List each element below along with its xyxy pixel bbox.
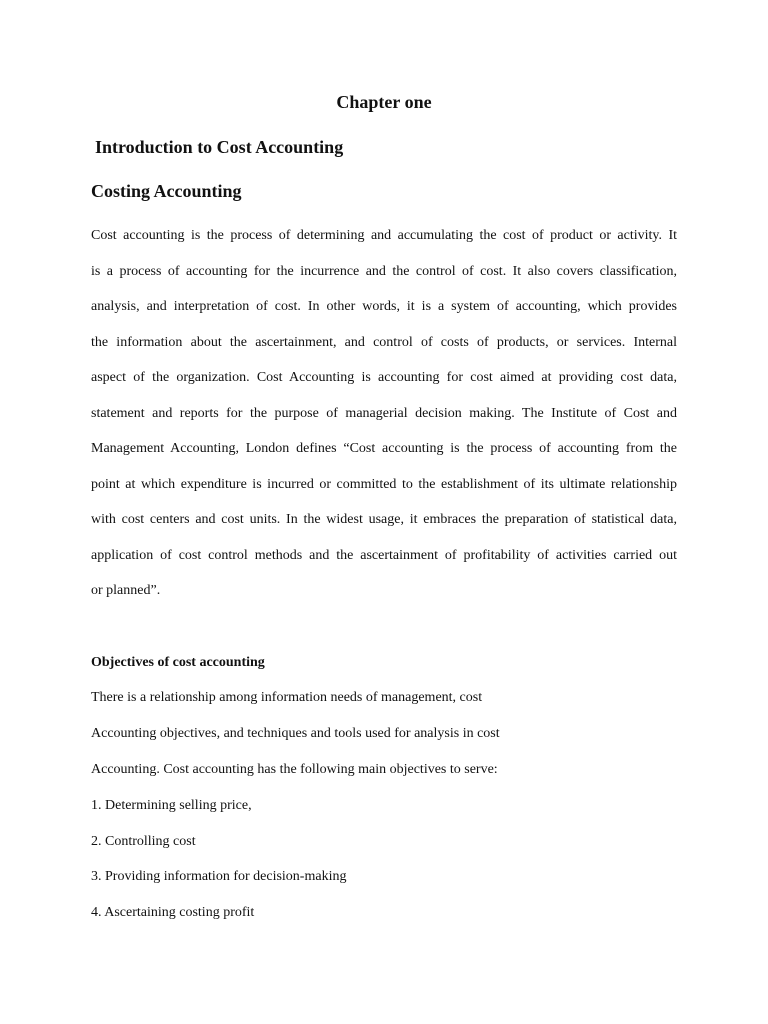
paragraph-line: with cost centers and cost units. In the widest usage, it embraces the preparation of statistical data, <box>91 512 677 527</box>
objective-list-item: 3. Providing information for decision-making <box>91 869 347 884</box>
subsection-title: Costing Accounting <box>91 181 242 201</box>
paragraph-line: aspect of the organization. Cost Accounting is accounting for cost aimed at providing cost data, <box>91 370 677 385</box>
paragraph-line: the information about the ascertainment, and control of costs of products, or services. Internal <box>91 334 677 350</box>
paragraph-line: point at which expenditure is incurred or committed to the establishment of its ultimate relationship <box>91 476 677 492</box>
objective-list-item: 4. Ascertaining costing profit <box>91 905 255 920</box>
paragraph-line: Cost accounting is the process of determining and accumulating the cost of product or activity. It <box>91 228 677 243</box>
paragraph-line: application of cost control methods and the ascertainment of profitability of activities carried out <box>91 547 677 563</box>
objective-list-item: 1. Determining selling price, <box>91 798 252 813</box>
paragraph-line: is a process of accounting for the incurrence and the control of cost. It also covers classification, <box>91 263 677 279</box>
paragraph-line: statement and reports for the purpose of managerial decision making. The Institute of Cost and <box>91 405 677 421</box>
section-title: Introduction to Cost Accounting <box>95 137 344 157</box>
objectives-heading: Objectives of cost accounting <box>91 655 265 670</box>
objectives-intro-line: There is a relationship among information needs of management, cost <box>91 690 483 705</box>
objective-list-item: 2. Controlling cost <box>91 834 196 849</box>
paragraph-line: or planned”. <box>91 583 161 598</box>
chapter-title: Chapter one <box>336 92 432 112</box>
definition-paragraph <box>91 222 677 613</box>
objectives-intro-line: Accounting objectives, and techniques and tools used for analysis in cost <box>91 726 500 741</box>
paragraph-line: Management Accounting, London defines “Cost accounting is the process of accounting from the <box>91 441 677 456</box>
paragraph-line: analysis, and interpretation of cost. In other words, it is a system of accounting, which provides <box>91 299 677 314</box>
objectives-intro-line: Accounting. Cost accounting has the following main objectives to serve: <box>91 762 498 777</box>
